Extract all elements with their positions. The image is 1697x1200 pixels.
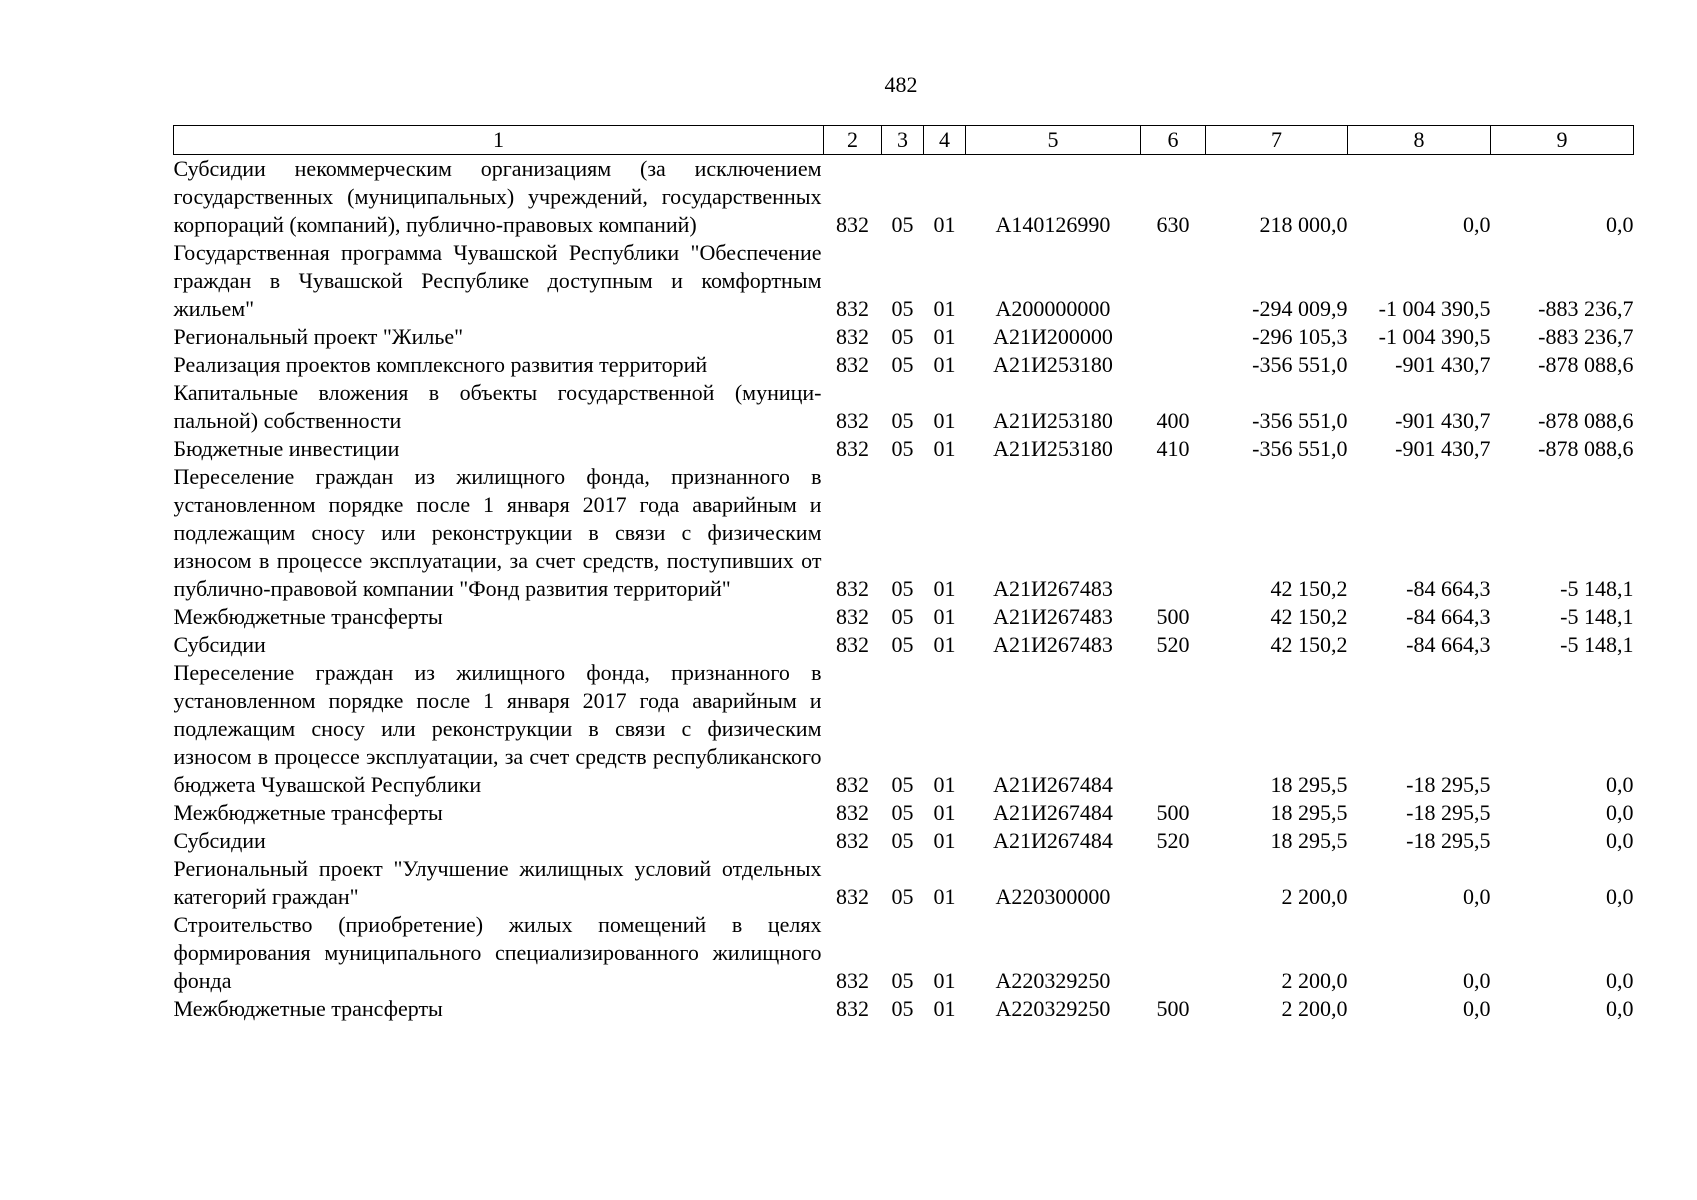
code-expense-type — [1141, 239, 1206, 323]
amount-col8: -84 664,3 — [1406, 632, 1491, 657]
amount-col9: 0,0 — [1606, 996, 1634, 1021]
amount-col8: -84 664,3 — [1406, 604, 1491, 629]
table-row — [174, 911, 1634, 995]
amount-col7: 18 295,5 — [1270, 772, 1348, 797]
code-subsection: 01 — [933, 324, 956, 349]
row-description: Субсидии — [173, 828, 266, 853]
code-section: 05 — [891, 828, 914, 853]
code-target-article: А21И267483 — [993, 632, 1113, 657]
code-ministry: 832 — [836, 772, 869, 797]
amount-col8: -18 295,5 — [1406, 800, 1491, 825]
code-expense-type: 520 — [1156, 632, 1190, 657]
amount-col9: 0,0 — [1606, 828, 1634, 853]
amount-col9: -878 088,6 — [1538, 436, 1634, 461]
code-target-article: А21И253180 — [993, 352, 1113, 377]
code-expense-type: 500 — [1156, 604, 1190, 629]
code-target-article: А220329250 — [995, 996, 1111, 1021]
header-cell: 5 — [966, 126, 1141, 155]
table-row — [174, 351, 1634, 379]
table-row — [174, 855, 1634, 911]
amount-col9: -883 236,7 — [1538, 296, 1634, 321]
code-expense-type: 500 — [1156, 996, 1190, 1021]
code-ministry: 832 — [836, 996, 869, 1021]
code-ministry: 832 — [836, 604, 869, 629]
code-ministry: 832 — [836, 436, 869, 461]
amount-col7: 2 200,0 — [1281, 884, 1348, 909]
code-section: 05 — [891, 968, 914, 993]
amount-col8: -1 004 390,5 — [1378, 324, 1491, 349]
table-body — [174, 155, 1634, 1024]
code-subsection: 01 — [933, 772, 956, 797]
table-row — [174, 239, 1634, 323]
code-ministry: 832 — [836, 408, 869, 433]
amount-col8: -18 295,5 — [1406, 772, 1491, 797]
code-expense-type — [1141, 323, 1206, 351]
amount-col8: 0,0 — [1463, 968, 1491, 993]
table-row — [174, 631, 1634, 659]
header-cell: 4 — [924, 126, 966, 155]
code-section: 05 — [891, 996, 914, 1021]
code-section: 05 — [891, 436, 914, 461]
amount-col8: -1 004 390,5 — [1378, 296, 1491, 321]
table-row — [174, 659, 1634, 799]
budget-table-container — [173, 125, 1633, 1023]
table-header-row — [174, 126, 1634, 155]
amount-col7: -356 551,0 — [1252, 436, 1348, 461]
code-subsection: 01 — [933, 436, 956, 461]
row-description: Межбюджетные трансферты — [173, 996, 443, 1021]
code-ministry: 832 — [836, 324, 869, 349]
code-subsection: 01 — [933, 632, 956, 657]
code-target-article: А200000000 — [995, 296, 1111, 321]
amount-col9: 0,0 — [1606, 884, 1634, 909]
amount-col8: -84 664,3 — [1406, 576, 1491, 601]
code-subsection: 01 — [933, 884, 956, 909]
amount-col9: 0,0 — [1606, 968, 1634, 993]
amount-col7: 218 000,0 — [1259, 212, 1348, 237]
code-ministry: 832 — [836, 828, 869, 853]
code-target-article: А220329250 — [995, 968, 1111, 993]
code-ministry: 832 — [836, 800, 869, 825]
amount-col7: 42 150,2 — [1270, 604, 1348, 629]
amount-col9: -883 236,7 — [1538, 324, 1634, 349]
code-section: 05 — [891, 576, 914, 601]
row-description: Переселение граждан из жилищного фонда, признанного в установленном порядке после 1 января 2017 года аварийным и подлежащим сносу или реконструкции в связи с физическим износом в процессе эксплуатации, за счет средств, поступивших от публично-правовой компании "Фонд развития территорий" — [173, 464, 822, 601]
code-expense-type — [1141, 351, 1206, 379]
table-row — [174, 995, 1634, 1023]
amount-col9: -5 148,1 — [1560, 632, 1634, 657]
page-number: 482 — [884, 72, 918, 97]
code-expense-type: 630 — [1156, 212, 1190, 237]
amount-col7: -356 551,0 — [1252, 352, 1348, 377]
amount-col9: 0,0 — [1606, 800, 1634, 825]
code-target-article: А21И267484 — [993, 772, 1113, 797]
table-row — [174, 463, 1634, 603]
header-cell: 1 — [174, 126, 824, 155]
amount-col8: 0,0 — [1463, 996, 1491, 1021]
table-row — [174, 323, 1634, 351]
code-ministry: 832 — [836, 632, 869, 657]
code-target-article: А21И267483 — [993, 604, 1113, 629]
code-subsection: 01 — [933, 968, 956, 993]
row-description: Строительство (приобретение) жилых помещений в целях формирования муниципального специализированного жилищного фонда — [173, 912, 822, 993]
code-subsection: 01 — [933, 408, 956, 433]
code-section: 05 — [891, 212, 914, 237]
code-expense-type — [1141, 855, 1206, 911]
amount-col8: -901 430,7 — [1395, 436, 1491, 461]
code-section: 05 — [891, 800, 914, 825]
code-expense-type: 410 — [1156, 436, 1190, 461]
row-description: Субсидии — [173, 632, 266, 657]
header-cell: 2 — [824, 126, 882, 155]
amount-col9: 0,0 — [1606, 212, 1634, 237]
amount-col7: 42 150,2 — [1270, 632, 1348, 657]
code-target-article: А21И200000 — [993, 324, 1113, 349]
row-description: Межбюджетные трансферты — [173, 604, 443, 629]
code-section: 05 — [891, 408, 914, 433]
code-target-article: А220300000 — [995, 884, 1111, 909]
code-ministry: 832 — [836, 884, 869, 909]
code-section: 05 — [891, 296, 914, 321]
code-target-article: А21И253180 — [993, 408, 1113, 433]
code-ministry: 832 — [836, 576, 869, 601]
code-section: 05 — [891, 772, 914, 797]
code-target-article: А140126990 — [995, 212, 1111, 237]
header-cell: 7 — [1206, 126, 1348, 155]
header-cell: 3 — [882, 126, 924, 155]
code-expense-type — [1141, 911, 1206, 995]
table-row — [174, 155, 1634, 240]
amount-col7: 2 200,0 — [1281, 968, 1348, 993]
amount-col9: -878 088,6 — [1538, 408, 1634, 433]
code-subsection: 01 — [933, 996, 956, 1021]
header-cell: 8 — [1348, 126, 1491, 155]
row-description: Переселение граждан из жилищного фонда, признанного в установленном порядке после 1 января 2017 года аварийным и подлежащим сносу или реконструкции в связи с физическим износом в процессе эксплуатации, за счет средств республиканского бюджета Чувашской Республики — [173, 660, 822, 797]
amount-col9: -5 148,1 — [1560, 604, 1634, 629]
code-section: 05 — [891, 632, 914, 657]
header-cell: 9 — [1491, 126, 1634, 155]
row-description: Реализация проектов комплексного развития территорий — [173, 352, 708, 377]
amount-col7: 18 295,5 — [1270, 828, 1348, 853]
code-target-article: А21И253180 — [993, 436, 1113, 461]
amount-col7: 18 295,5 — [1270, 800, 1348, 825]
row-description: Региональный проект "Улучшение жилищных условий отдельных категорий граждан" — [173, 856, 822, 909]
code-ministry: 832 — [836, 968, 869, 993]
table-row — [174, 435, 1634, 463]
code-subsection: 01 — [933, 800, 956, 825]
code-target-article: А21И267483 — [993, 576, 1113, 601]
row-description: Межбюджетные трансферты — [173, 800, 443, 825]
row-description: Государственная программа Чувашской Республики "Обеспечение граждан в Чувашской Республике доступным и комфортным жильем" — [173, 240, 822, 321]
code-subsection: 01 — [933, 352, 956, 377]
table-row — [174, 379, 1634, 435]
code-subsection: 01 — [933, 604, 956, 629]
amount-col8: -901 430,7 — [1395, 352, 1491, 377]
amount-col9: 0,0 — [1606, 772, 1634, 797]
row-description: Капитальные вложения в объекты государственной (муниципальной) собственности — [173, 380, 822, 433]
table-row — [174, 827, 1634, 855]
code-subsection: 01 — [933, 212, 956, 237]
code-expense-type: 520 — [1156, 828, 1190, 853]
row-description: Субсидии некоммерческим организациям (за исключением государственных (муниципальных) учреждений, государственных корпораций (компаний), публично-правовых компаний) — [173, 156, 822, 237]
amount-col8: 0,0 — [1463, 884, 1491, 909]
table-row — [174, 799, 1634, 827]
amount-col9: -5 148,1 — [1560, 576, 1634, 601]
amount-col7: -356 551,0 — [1252, 408, 1348, 433]
code-expense-type — [1141, 463, 1206, 603]
amount-col7: -296 105,3 — [1252, 324, 1348, 349]
code-expense-type: 500 — [1156, 800, 1190, 825]
code-ministry: 832 — [836, 212, 869, 237]
code-ministry: 832 — [836, 352, 869, 377]
code-subsection: 01 — [933, 296, 956, 321]
code-expense-type: 400 — [1156, 408, 1190, 433]
code-section: 05 — [891, 604, 914, 629]
code-target-article: А21И267484 — [993, 828, 1113, 853]
amount-col8: 0,0 — [1463, 212, 1491, 237]
code-section: 05 — [891, 884, 914, 909]
code-subsection: 01 — [933, 576, 956, 601]
table-row — [174, 603, 1634, 631]
code-expense-type — [1141, 659, 1206, 799]
code-subsection: 01 — [933, 828, 956, 853]
row-description: Бюджетные инвестиции — [173, 436, 400, 461]
amount-col8: -18 295,5 — [1406, 828, 1491, 853]
code-ministry: 832 — [836, 296, 869, 321]
amount-col7: 42 150,2 — [1270, 576, 1348, 601]
amount-col7: -294 009,9 — [1252, 296, 1348, 321]
code-target-article: А21И267484 — [993, 800, 1113, 825]
code-section: 05 — [891, 352, 914, 377]
amount-col9: -878 088,6 — [1538, 352, 1634, 377]
budget-table — [173, 125, 1634, 1023]
header-cell: 6 — [1141, 126, 1206, 155]
amount-col8: -901 430,7 — [1395, 408, 1491, 433]
amount-col7: 2 200,0 — [1281, 996, 1348, 1021]
code-section: 05 — [891, 324, 914, 349]
row-description: Региональный проект "Жилье" — [173, 324, 464, 349]
